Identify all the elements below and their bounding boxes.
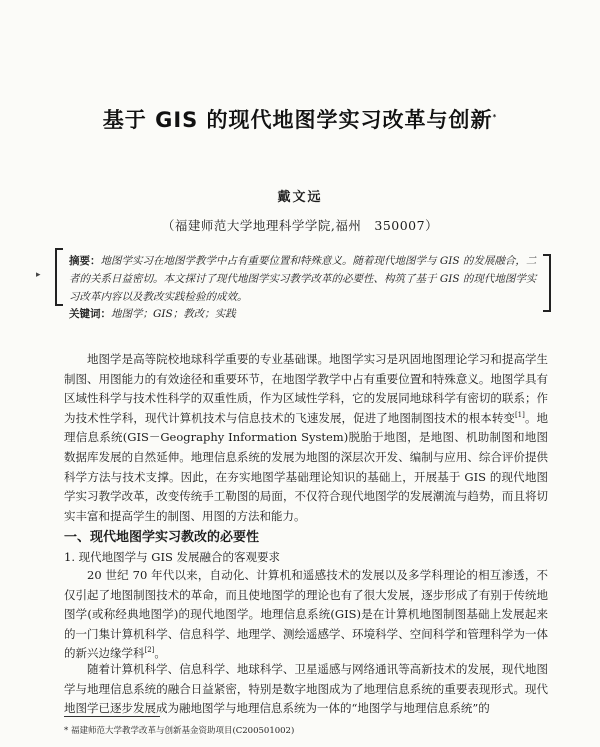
keywords-label: 关键词： (69, 308, 111, 320)
margin-arrow-icon: ▸ (36, 270, 41, 280)
author-affiliation: （福建师范大学地理科学学院,福州 350007） (161, 218, 439, 233)
intro-text-continued: 。地理信息系统(GIS－Geography Information System)脱胎于地图，是地图、机助制图和地图数据库发展的自然延伸。地理信息系统的发展为地图的深层次开发、编制与应用、综合评价提供科学方法与技术支撑。因此，在夯实地图学基础理论知识的基础上，开展基于 GIS 的现代地图学实习教学改革，改变传统手工勒图的局面，不仅符合现代地图学的发展潮流与趋势，而且将切实丰富和提高学生的制图、用图的方法和能力。 (64, 410, 549, 523)
abstract-bracket-left (55, 248, 63, 306)
keywords-value: 地图学；GIS；教改；实践 (111, 308, 236, 320)
intro-paragraph (64, 350, 548, 526)
section-1-end: 。 (154, 646, 166, 661)
section-1-paragraph (64, 566, 548, 664)
paper-title (0, 104, 600, 134)
abstract-text (69, 252, 541, 306)
footnote: * 福建师范大学教学改革与创新基金资助项目(C200501002) (64, 726, 295, 736)
citation-1: [1] (514, 410, 525, 419)
keywords-line (69, 306, 541, 321)
abstract-body: 地图学实习在地图学教学中占有重要位置和特殊意义。随着现代地图学与 GIS 的发展融合，二者的关系日益密切。本文探讨了现代地图学实习教学改革的必要性、构筑了基于 GIS 的现代地图学实习改革内容以及教改实践检验的成效。 (69, 255, 537, 303)
author-name: 戴文远 (277, 190, 323, 205)
intro-text: 地图学是高等院校地球科学重要的专业基础课。地图学实习是巩固地图理论学习和提高学生制图、用图能力的有效途径和重要环节，在地图学教学中占有重要位置和特殊意义。地图学具有区域性科学与技术性科学的双重性质，作为区域性学科，它的发展同地球科学有密切的联系；作为技术性学科，现代计算机技术与信息技术的飞速发展，促进了地图制图技术的根本转变 (64, 352, 548, 425)
abstract-block (55, 248, 551, 318)
title-text: 基于 GIS 的现代地图学实习改革与创新 (102, 108, 493, 132)
abstract-label: 摘要： (69, 255, 101, 267)
section-1-paragraph-2: 随着计算机科学、信息科学、地球科学、卫星遥感与网络通讯等高新技术的发展，现代地图学与地理信息系统的融合日益紧密，特别是数字地图成为了地理信息系统的重要表现形式。现代地图学已逐步发展成为融地图学与地理信息系统为一体的“地图学与地理信息系统”的 (64, 662, 548, 716)
abstract-bracket-right (543, 254, 551, 312)
section-1-heading: 一、现代地图学实习教改的必要性 (64, 530, 260, 545)
section-1-text: 20 世纪 70 年代以来，自动化、计算机和遥感技术的发展以及多学科理论的相互渗透，不仅引起了地图制图技术的革命，而且使地图学的理论也有了很大发展，逐步形成了有别于传统地图学(或称经典地图学)的现代地图学。地理信息系统(GIS)是在计算机地图制图基础上发展起来的一门集计算机科学、信息科学、地理学、测绘遥感学、环境科学、空间科学和管理科学为一体的新兴边缘学科 (64, 568, 548, 661)
footnote-rule (64, 716, 160, 717)
section-1-subheading: 1. 现代地图学与 GIS 发展融合的客观要求 (64, 550, 281, 564)
title-footnote-mark: * (492, 113, 498, 121)
citation-2: [2] (144, 646, 155, 655)
